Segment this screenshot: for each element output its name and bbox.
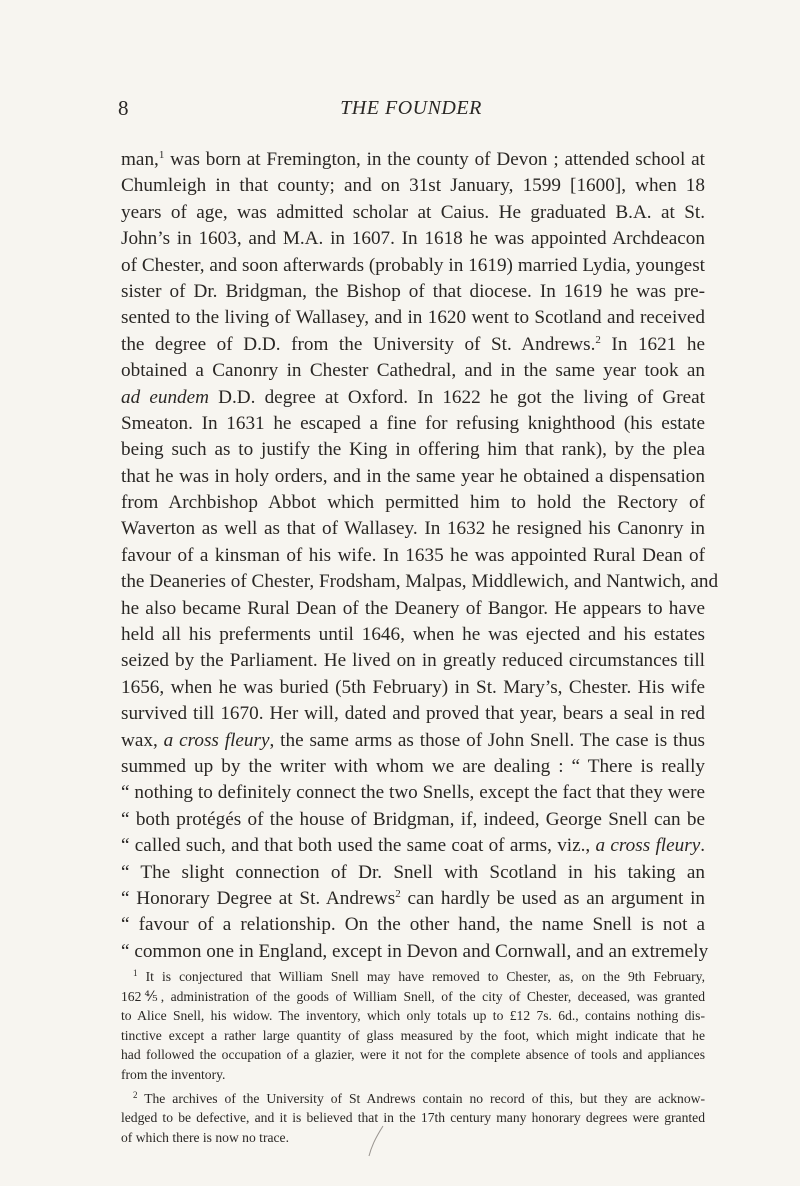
footnote-line: of which there is now no trace. (121, 1129, 289, 1145)
footnotes (121, 967, 705, 1147)
text-line: Smeaton. In 1631 he escaped a fine for refusing knighthood (his estate (121, 412, 705, 434)
text-line: “ common one in England, except in Devon and Cornwall, and an extremely (121, 940, 709, 962)
footnote-2 (121, 1089, 705, 1148)
main-text (121, 147, 719, 965)
text-line: “ favour of a relationship. On the other hand, the name Snell is not a (121, 914, 705, 936)
text-line: seized by the Parliament. He lived on in greatly reduced circumstances till (121, 650, 705, 672)
text-line: 1656, when he was buried (5th February) in St. Mary’s, Chester. His wife (121, 676, 705, 698)
text-line: John’s in 1603, and M.A. in 1607. In 1618 he was appointed Archdeacon (121, 228, 705, 250)
text-line: “ called such, and that both used the same coat of arms, viz., a cross fleury. (121, 835, 706, 857)
text-line: from Archbishop Abbot which permitted him to hold the Rectory of (121, 492, 705, 514)
text-line: sented to the living of Wallasey, and in 1620 went to Scotland and received (121, 307, 705, 329)
footnote-line: to Alice Snell, his widow. The inventory, which only totals up to £12 7s. 6d., contains nothing dis- (121, 1008, 705, 1024)
text-line: obtained a Canonry in Chester Cathedral, and in the same year took an (121, 360, 705, 382)
footnote-line: 162⅘, administration of the goods of William Snell, of the city of Chester, deceased, was granted (121, 988, 705, 1004)
text-line: wax, a cross fleury, the same arms as those of John Snell. The case is thus (121, 729, 705, 751)
text-line: held all his preferments until 1646, when he was ejected and his estates (121, 624, 705, 646)
text-line: survived till 1670. Her will, dated and proved that year, bears a seal in red (121, 703, 705, 725)
text-line: the degree of D.D. from the University of St. Andrews.$^2$ In 1621 he (121, 333, 705, 355)
footnote-line: had followed the occupation of a glazier, were it not for the complete absence of tools and appliances (121, 1047, 705, 1063)
footnote-line: from the inventory. (121, 1066, 226, 1082)
footnote-1 (121, 967, 705, 1085)
text-line: Waverton as well as that of Wallasey. In 1632 he resigned his Canonry in (121, 518, 705, 540)
text-line: summed up by the writer with whom we are dealing : “ There is really (121, 755, 705, 777)
page-header (118, 93, 704, 123)
text-line: Chumleigh in that county; and on 31st January, 1599 [1600], when 18 (121, 175, 705, 197)
text-line: he also became Rural Dean of the Deanery of Bangor. He appears to have (121, 597, 705, 619)
page-number: 8 (118, 96, 129, 120)
pencil-mark (366, 1124, 386, 1158)
footnote-line: $^2$ The archives of the University of St Andrews contain no record of this, but they are acknow- (133, 1089, 705, 1106)
text-line: sister of Dr. Bridgman, the Bishop of that diocese. In 1619 he was pre- (121, 280, 705, 302)
text-line: “ nothing to definitely connect the two Snells, except the fact that they were (121, 782, 705, 804)
text-line: “ The slight connection of Dr. Snell with Scotland in his taking an (121, 861, 705, 883)
text-line: that he was in holy orders, and in the same year he obtained a dispensation (121, 465, 705, 487)
footnote-line: ledged to be defective, and it is believed that in the 17th century many honorary degrees were granted (121, 1110, 705, 1126)
text-line: ad eundem D.D. degree at Oxford. In 1622 he got the living of Great (121, 386, 705, 408)
text-line: of Chester, and soon afterwards (probably in 1619) married Lydia, youngest (121, 254, 705, 276)
text-line: “ Honorary Degree at St. Andrews$^2$ can hardly be used as an argument in (121, 887, 705, 909)
text-line: man,$^1$ was born at Fremington, in the county of Devon ; attended school at (121, 149, 705, 170)
footnote-line: $^1$ It is conjectured that William Snell may have removed to Chester, as, on the 9th February, (133, 968, 705, 984)
text-line: the Deaneries of Chester, Frodsham, Malpas, Middlewich, and Nantwich, and (121, 571, 719, 593)
footnote-line: tinctive except a rather large quantity of glass measured by the foot, which might indicate that he (121, 1027, 705, 1043)
text-line: favour of a kinsman of his wife. In 1635 he was appointed Rural Dean of (121, 544, 705, 566)
running-title: THE FOUNDER (340, 97, 482, 119)
text-line: being such as to justify the King in offering him that rank), by the plea (121, 439, 705, 461)
text-line: years of age, was admitted scholar at Caius. He graduated B.A. at St. (121, 201, 705, 223)
text-line: “ both protégés of the house of Bridgman, if, indeed, George Snell can be (121, 808, 705, 830)
